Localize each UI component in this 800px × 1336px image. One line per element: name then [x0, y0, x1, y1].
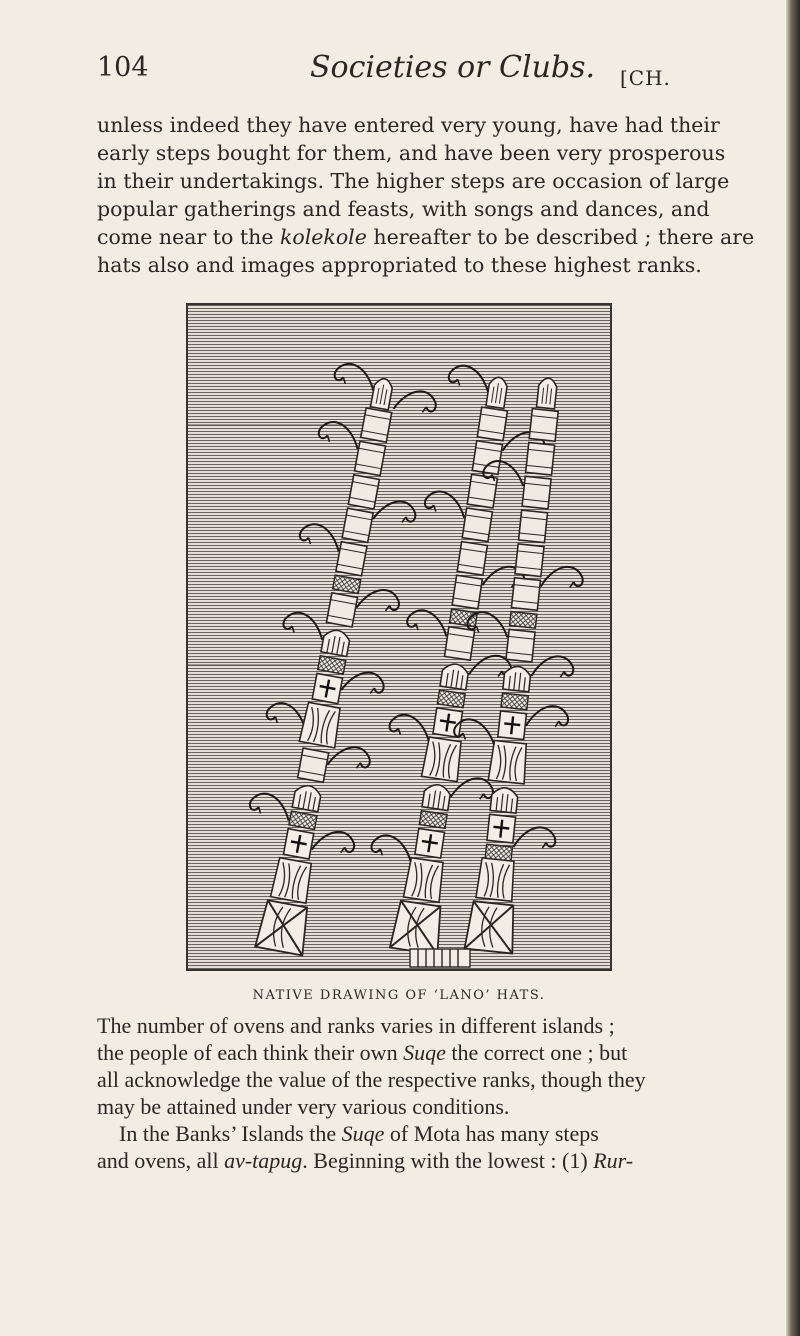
text-line: The number of ovens and ranks varies in different islands ;	[97, 1013, 615, 1038]
text-segment: . Beginning with the lowest : (1)	[302, 1148, 594, 1173]
running-title: Societies or Clubs.	[310, 50, 596, 85]
text-line	[97, 1120, 737, 1147]
text-segment: the people of each think their own	[97, 1040, 404, 1065]
italic-term: av-tapug	[224, 1148, 303, 1173]
page-spine-shadow	[786, 0, 800, 1336]
text-line: hats also and images appropriated to these highest ranks.	[97, 253, 702, 277]
text-segment: the correct one ; but	[445, 1040, 628, 1065]
paragraph-2	[97, 1012, 737, 1174]
page-number: 104	[97, 52, 149, 83]
text-segment: come near to the	[97, 225, 280, 249]
chapter-marker: [CH.	[620, 66, 671, 90]
italic-term: kolekole	[279, 225, 367, 249]
text-line: unless indeed they have entered very young, have had their	[97, 113, 720, 137]
text-line: early steps bought for them, and have been very prosperous	[97, 141, 726, 165]
paragraph-1	[97, 111, 755, 279]
page-header	[97, 52, 715, 92]
text-line: in their undertakings. The higher steps are occasion of large	[97, 169, 730, 193]
text-line	[97, 223, 755, 251]
lano-hats-figure	[186, 303, 612, 971]
figure-caption: NATIVE DRAWING OF ‘LANO’ HATS.	[252, 988, 546, 1003]
text-line: all acknowledge the value of the respective ranks, though they	[97, 1067, 646, 1092]
text-line: may be attained under very various conditions.	[97, 1094, 510, 1119]
text-segment: of Mota has many steps	[384, 1121, 599, 1146]
text-line: popular gatherings and feasts, with songs and dances, and	[97, 197, 710, 221]
italic-term: Suqe	[341, 1121, 385, 1146]
text-segment: In the Banks’ Islands the	[119, 1121, 342, 1146]
hats-drawing	[188, 305, 610, 969]
italic-term: Suqe	[403, 1040, 446, 1065]
text-line	[97, 1039, 737, 1066]
text-segment: hereafter to be described ; there are	[366, 225, 755, 249]
text-segment: and ovens, all	[97, 1148, 225, 1173]
text-line	[97, 1147, 737, 1174]
italic-term: Rur-	[593, 1148, 634, 1173]
